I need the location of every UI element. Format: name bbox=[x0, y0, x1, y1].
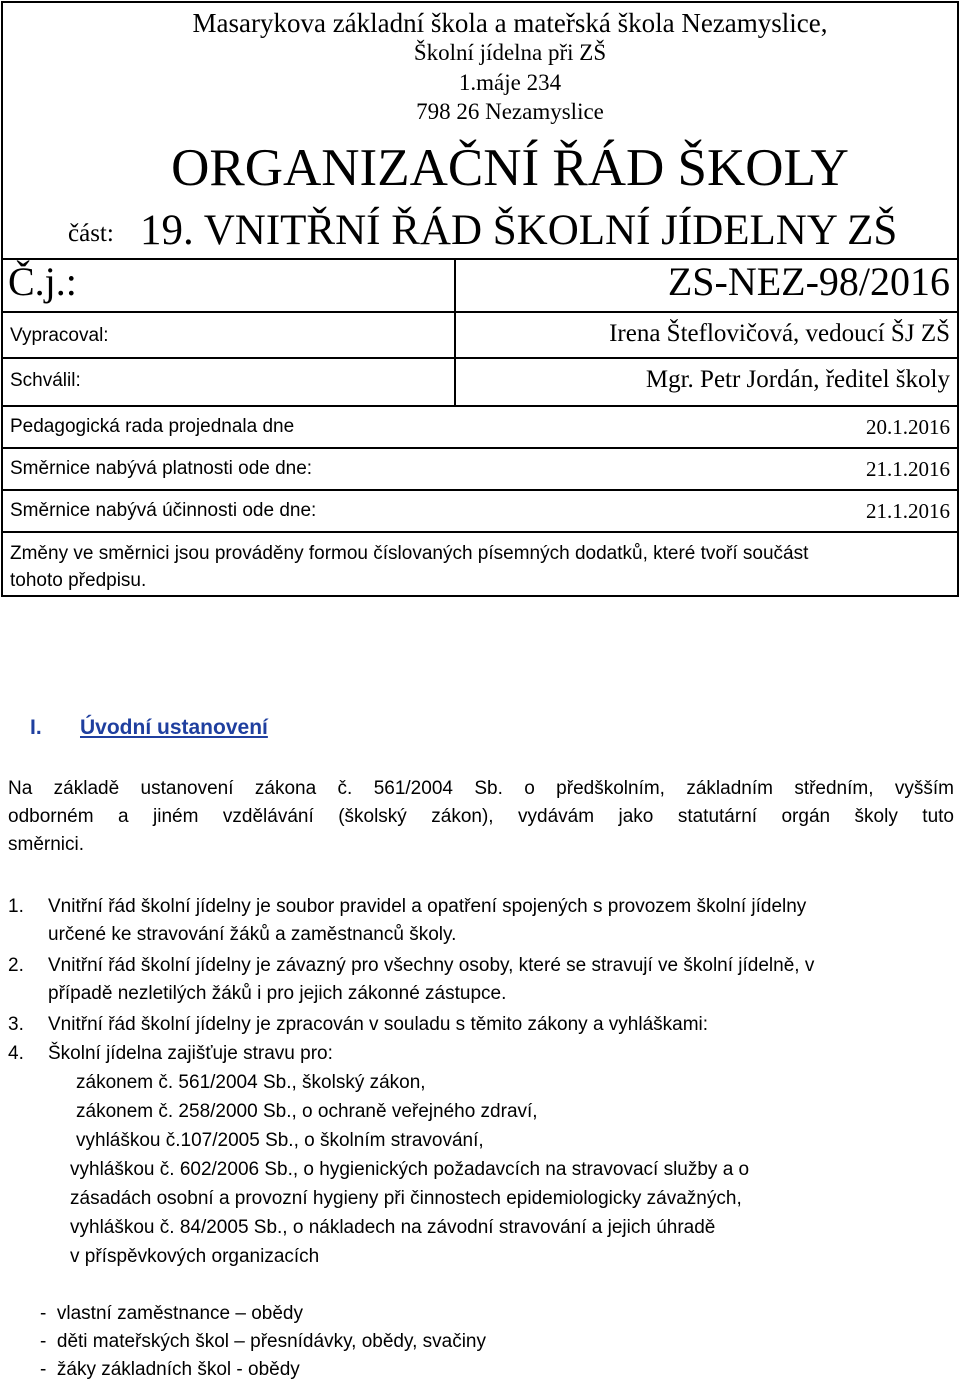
law-item: zákonem č. 561/2004 Sb., školský zákon, bbox=[76, 1072, 426, 1093]
item-3-line1: Vnitřní řád školní jídelny je zpracován v souladu s těmito zákony a vyhláškami: bbox=[48, 1014, 709, 1035]
law-item: zákonem č. 258/2000 Sb., o ochraně veřejného zdraví, bbox=[76, 1101, 538, 1122]
meta-column-divider bbox=[454, 258, 456, 405]
divider-approved-bottom bbox=[1, 405, 959, 407]
served-group-item: - děti mateřských škol – přesnídávky, obědy, svačiny bbox=[40, 1331, 486, 1352]
document-title: ORGANIZAČNÍ ŘÁD ŠKOLY bbox=[171, 139, 849, 197]
divider-approved bbox=[1, 357, 959, 359]
item-2-number: 2. bbox=[8, 955, 24, 976]
part-label: část: bbox=[68, 220, 114, 247]
cj-value: ZS-NEZ-98/2016 bbox=[667, 259, 950, 304]
school-address-street: 1.máje 234 bbox=[458, 70, 562, 95]
amendments-note-line2: tohoto předpisu. bbox=[10, 570, 147, 591]
validity-date-value: 21.1.2016 bbox=[866, 457, 950, 481]
item-4-number: 4. bbox=[8, 1043, 24, 1064]
divider-prepared bbox=[1, 311, 959, 313]
law-item: zásadách osobní a provozní hygieny při činnostech epidemiologicky závažných, bbox=[70, 1188, 742, 1209]
served-group-item: - vlastní zaměstnance – obědy bbox=[40, 1303, 303, 1324]
law-item: vyhláškou č. 84/2005 Sb., o nákladech na závodní stravování a jejich úhradě bbox=[70, 1217, 716, 1238]
effective-date-label: Směrnice nabývá účinnosti ode dne: bbox=[10, 500, 317, 521]
review-date-label: Pedagogická rada projednala dne bbox=[10, 416, 295, 437]
review-date-value: 20.1.2016 bbox=[866, 415, 950, 439]
validity-date-label: Směrnice nabývá platnosti ode dne: bbox=[10, 458, 313, 479]
item-1-line1: Vnitřní řád školní jídelny je soubor pravidel a opatření spojených s provozem školní jídelny bbox=[48, 896, 807, 917]
part-title: 19. VNITŘNÍ ŘÁD ŠKOLNÍ JÍDELNY ZŠ bbox=[140, 207, 898, 254]
item-1-line2: určené ke stravování žáků a zaměstnanců školy. bbox=[48, 924, 457, 945]
school-name-line2: Školní jídelna při ZŠ bbox=[413, 40, 607, 65]
intro-line2: odborném a jiném vzdělávání (školský zákon), vydávám jako statutární orgán školy tuto bbox=[8, 806, 954, 827]
effective-date-value: 21.1.2016 bbox=[866, 499, 950, 523]
divider-row1 bbox=[1, 447, 959, 449]
intro-line1: Na základě ustanovení zákona č. 561/2004 Sb. o předškolním, základním středním, vyšším bbox=[8, 778, 954, 799]
intro-line3: směrnici. bbox=[8, 834, 85, 855]
item-3-number: 3. bbox=[8, 1014, 24, 1035]
amendments-note-line1: Změny ve směrnici jsou prováděny formou číslovaných písemných dodatků, které tvoří součást bbox=[10, 543, 809, 564]
school-address-city: 798 26 Nezamyslice bbox=[416, 99, 604, 124]
prepared-label: Vypracoval: bbox=[10, 325, 109, 346]
served-group-item: - žáky základních škol - obědy bbox=[40, 1359, 300, 1380]
item-4-line1: Školní jídelna zajišťuje stravu pro: bbox=[48, 1043, 333, 1064]
approved-value: Mgr. Petr Jordán, ředitel školy bbox=[645, 366, 950, 393]
cj-label: Č.j.: bbox=[8, 259, 77, 304]
item-1-number: 1. bbox=[8, 896, 24, 917]
school-name-line1: Masarykova základní škola a mateřská škola Nezamyslice, bbox=[192, 8, 828, 38]
section-title[interactable]: Úvodní ustanovení bbox=[80, 716, 268, 739]
law-item: vyhláškou č.107/2005 Sb., o školním stravování, bbox=[76, 1130, 484, 1151]
prepared-value: Irena Šteflovičová, vedoucí ŠJ ZŠ bbox=[609, 320, 950, 347]
divider-row3 bbox=[1, 531, 959, 533]
divider-row2 bbox=[1, 489, 959, 491]
item-2-line2: případě nezletilých žáků i pro jejich zákonné zástupce. bbox=[48, 983, 507, 1004]
item-2-line1: Vnitřní řád školní jídelny je závazný pro všechny osoby, které se stravují ve školní jídelně, v bbox=[48, 955, 815, 976]
section-number: I. bbox=[30, 716, 42, 739]
approved-label: Schválil: bbox=[10, 370, 81, 391]
law-item: vyhláškou č. 602/2006 Sb., o hygienických požadavcích na stravovací služby a o bbox=[70, 1159, 750, 1180]
law-item: v příspěvkových organizacích bbox=[70, 1246, 320, 1267]
